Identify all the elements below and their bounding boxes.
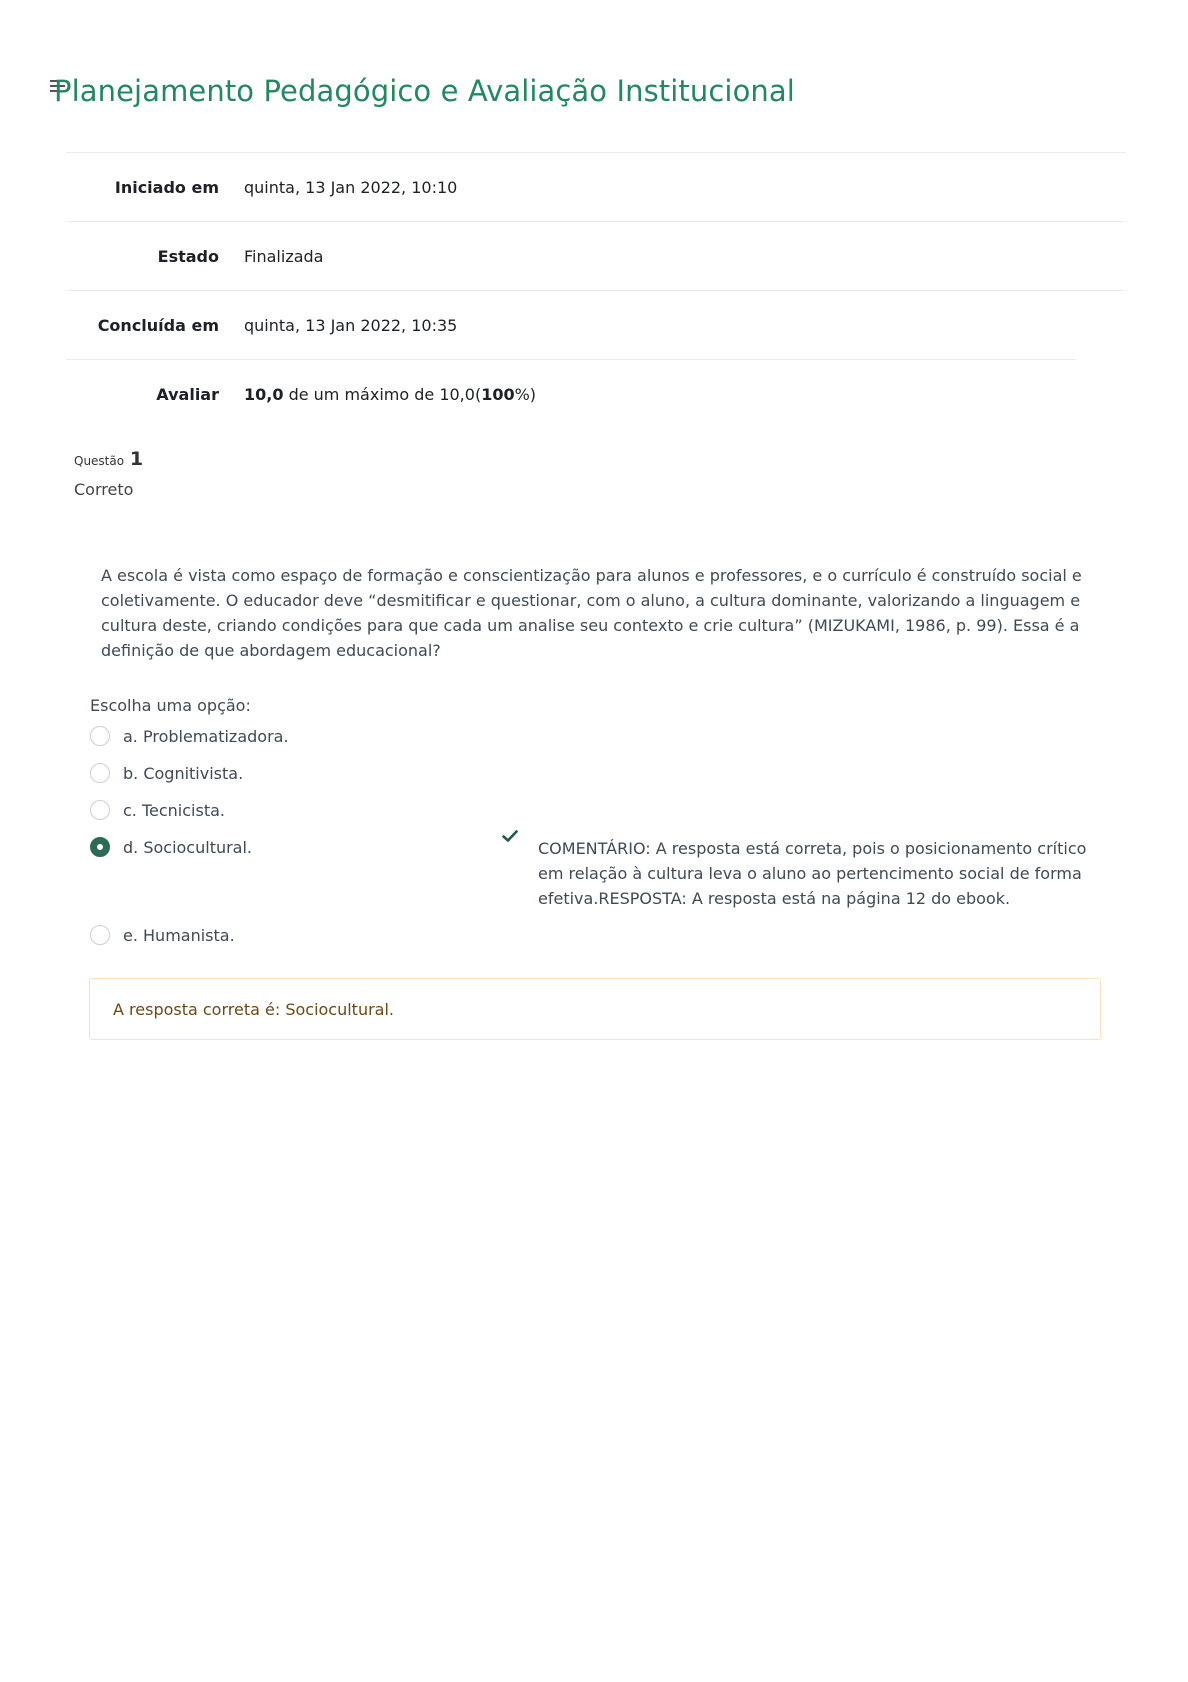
summary-label: Iniciado em (114, 177, 219, 197)
summary-row-grade (66, 359, 1076, 428)
option-b[interactable] (90, 763, 243, 783)
grade-percent: 100 (481, 384, 515, 404)
summary-label: Estado (157, 246, 219, 266)
radio-icon[interactable] (90, 800, 110, 820)
summary-label: Concluída em (97, 315, 219, 335)
check-icon (502, 828, 518, 844)
summary-row-completed (66, 290, 1126, 359)
summary-value: Finalizada (244, 246, 324, 266)
question-number (74, 448, 143, 470)
answer-prompt: Escolha uma opção: (90, 696, 251, 715)
option-label: c. Tecnicista. (123, 800, 225, 820)
question-number-value: 1 (129, 448, 144, 470)
summary-value: quinta, 13 Jan 2022, 10:35 (244, 315, 458, 335)
summary-row-state (66, 221, 1126, 290)
question-prefix: Questão (74, 454, 125, 468)
option-feedback: COMENTÁRIO: A resposta está correta, pois o posicionamento crítico em relação à cultura leva o aluno ao pertencimento social de forma efetiva.RESPOSTA: A resposta está na página 12 do ebook. (538, 839, 1087, 908)
radio-icon[interactable] (90, 925, 110, 945)
grade-text: de um máximo de 10,0( (283, 384, 482, 404)
question-state: Correto (74, 480, 134, 499)
question-info (74, 448, 143, 499)
option-c[interactable] (90, 800, 225, 820)
radio-selected-icon[interactable] (90, 837, 110, 857)
grade-value (244, 385, 536, 404)
summary-label: Avaliar (156, 384, 219, 404)
grade-suffix: %) (514, 384, 537, 404)
right-answer-box (89, 978, 1101, 1040)
option-label: b. Cognitivista. (123, 763, 244, 783)
option-a[interactable] (90, 726, 289, 746)
option-label: a. Problematizadora. (123, 726, 289, 746)
summary-row-started (66, 152, 1126, 221)
grade-score: 10,0 (244, 384, 284, 404)
option-d[interactable] (90, 837, 252, 857)
attempt-summary (66, 152, 1126, 428)
right-answer-text: A resposta correta é: Sociocultural. (113, 999, 395, 1019)
radio-icon[interactable] (90, 763, 110, 783)
option-label: d. Sociocultural. (123, 837, 253, 857)
question-text: A escola é vista como espaço de formação e conscientização para alunos e professores, e o currículo é construído social e coletivamente. O educador deve “desmitificar e questionar, com o aluno, a cultura dominante, valorizando a linguagem e cultura deste, criando condições para que cada um analise seu contexto e crie cultura” (MIZUKAMI, 1986, p. 99). Essa é a definição de que abordagem educacional? (101, 566, 1082, 660)
summary-value: quinta, 13 Jan 2022, 10:10 (244, 177, 458, 197)
radio-icon[interactable] (90, 726, 110, 746)
option-e[interactable] (90, 925, 235, 945)
option-label: e. Humanista. (123, 925, 235, 945)
page-title: Planejamento Pedagógico e Avaliação Institucional (54, 74, 795, 108)
